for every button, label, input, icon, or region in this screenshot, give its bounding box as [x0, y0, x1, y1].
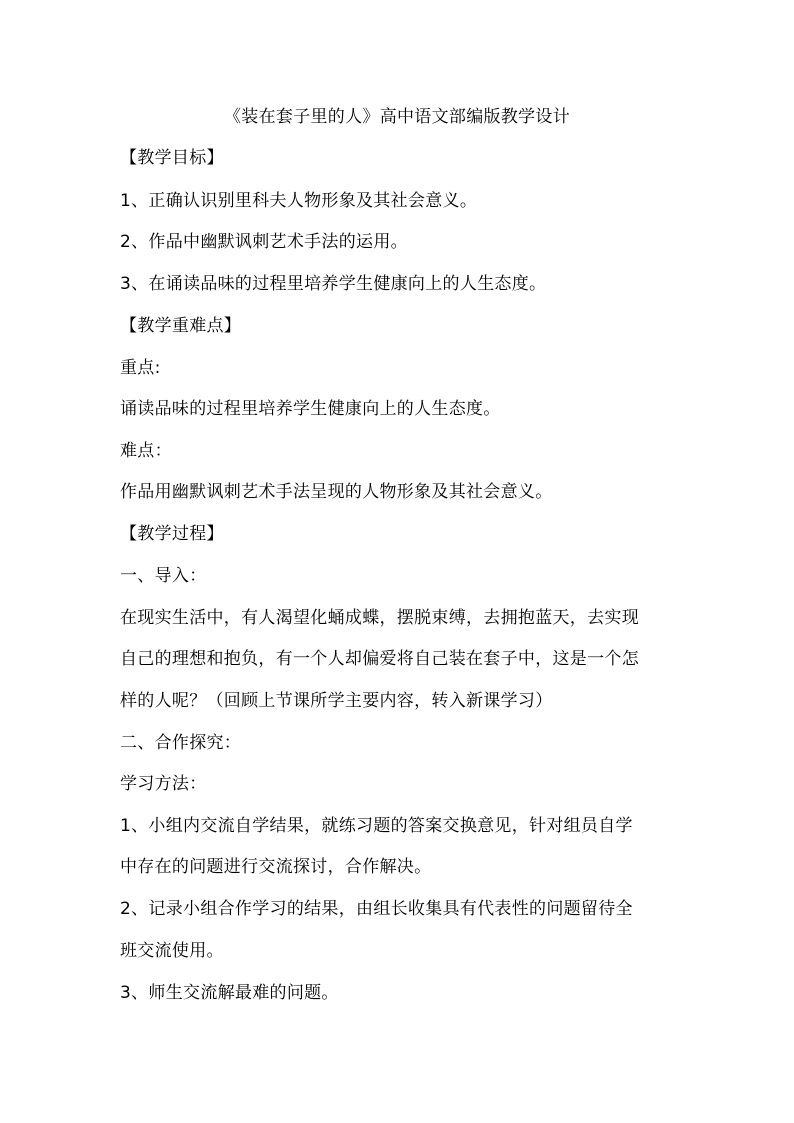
objective-item-2: 2、作品中幽默讽刺艺术手法的运用。: [120, 232, 408, 252]
intro-paragraph-line-1: 在现实生活中，有人渴望化蛹成蝶，摆脱束缚，去拥抱蓝天，去实现: [120, 608, 639, 628]
section-heading-process: 【教学过程】: [120, 524, 224, 544]
method-item-3: 3、师生交流解最难的问题。: [120, 983, 339, 1003]
difficult-point-text: 作品用幽默讽刺艺术手法呈现的人物形象及其社会意义。: [120, 482, 553, 502]
method-item-1-line-2: 中存在的问题进行交流探讨，合作解决。: [120, 857, 432, 877]
method-item-1-line-1: 1、小组内交流自学结果，就练习题的答案交换意见，针对组员自学: [120, 816, 633, 836]
intro-paragraph-line-2: 自己的理想和抱负，有一个人却偏爱将自己装在套子中，这是一个怎: [120, 649, 639, 669]
method-label: 学习方法：: [120, 774, 207, 794]
key-point-label: 重点:: [120, 358, 161, 378]
method-item-2-line-2: 班交流使用。: [120, 941, 224, 961]
key-point-text: 诵读品味的过程里培养学生健康向上的人生态度。: [120, 399, 501, 419]
objective-item-3: 3、在诵读品味的过程里培养学生健康向上的人生态度。: [120, 274, 547, 294]
document-title: 《装在套子里的人》高中语文部编版教学设计: [224, 107, 570, 127]
step-heading-intro: 一、导入：: [120, 566, 207, 586]
intro-paragraph-line-3: 样的人呢？（回顾上节课所学主要内容，转入新课学习）: [120, 691, 553, 711]
step-heading-cooperation: 二、合作探究：: [120, 733, 242, 753]
method-item-2-line-1: 2、记录小组合作学习的结果，由组长收集具有代表性的问题留待全: [120, 899, 633, 919]
section-heading-key-points: 【教学重难点】: [120, 316, 242, 336]
section-heading-objectives: 【教学目标】: [120, 148, 224, 168]
difficult-point-label: 难点：: [120, 441, 172, 461]
objective-item-1: 1、正确认识别里科夫人物形象及其社会意义。: [120, 191, 478, 211]
